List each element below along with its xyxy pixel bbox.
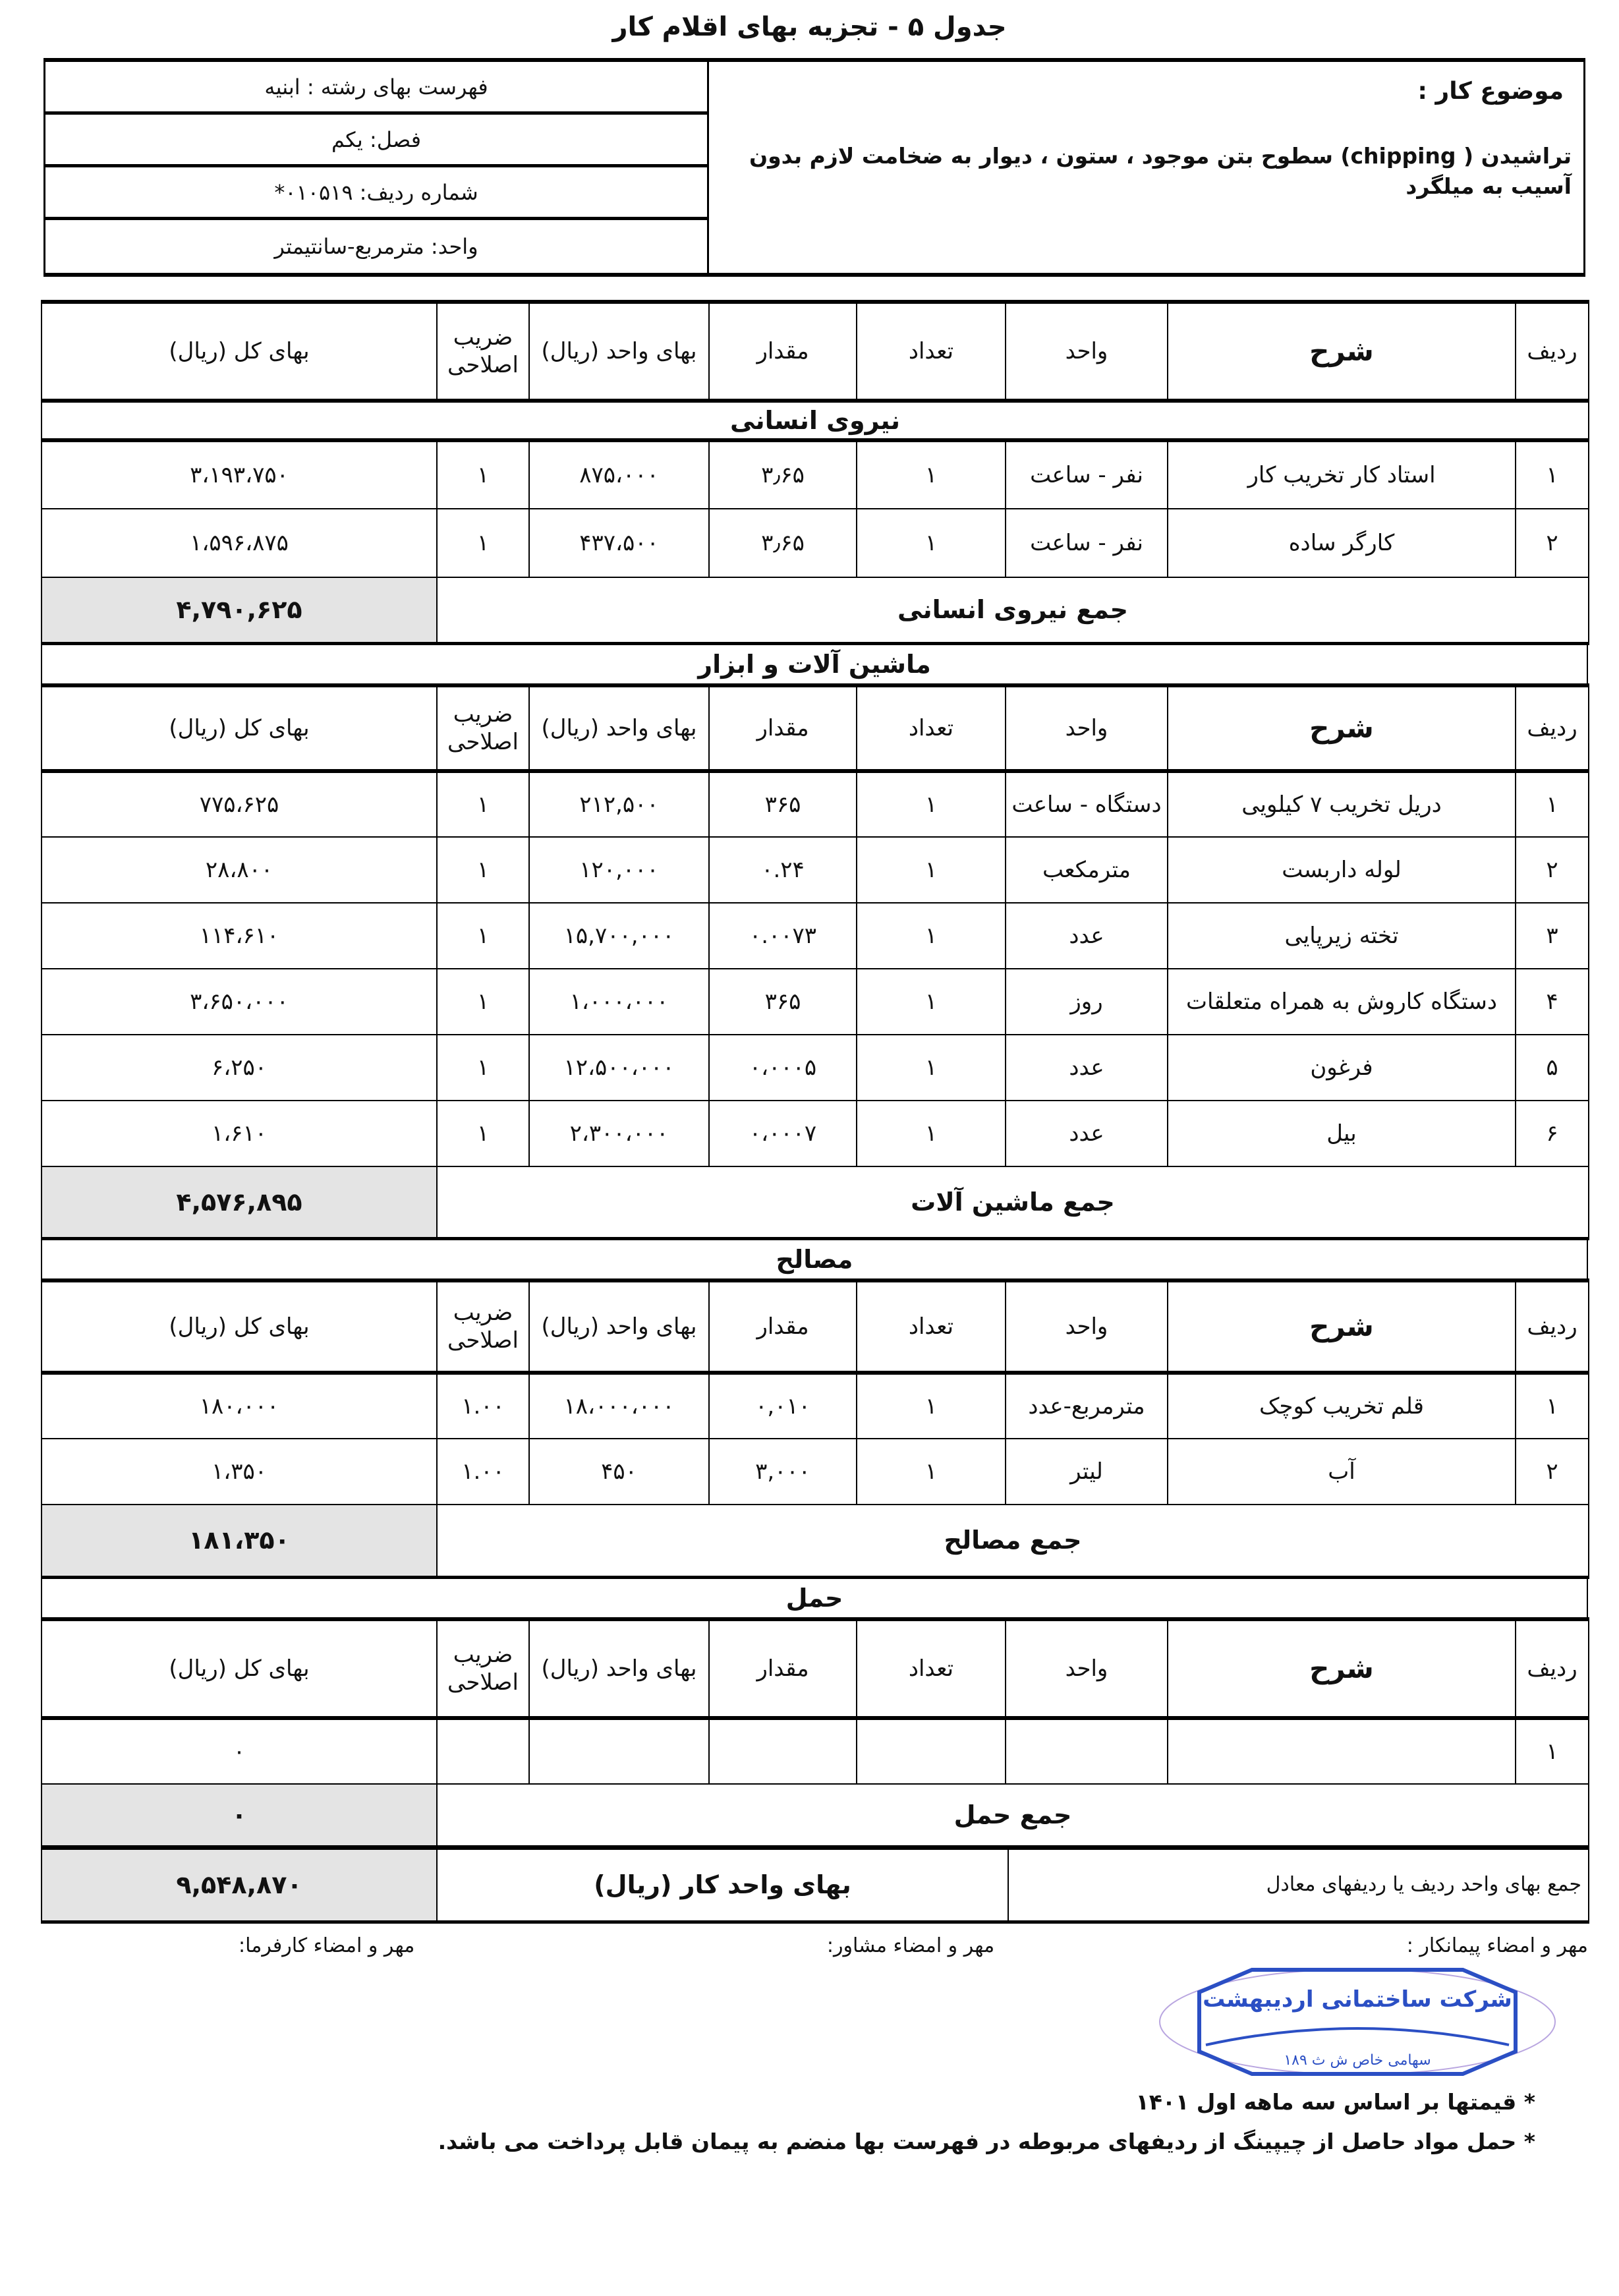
cell-row-number: ۵ [1516,1035,1589,1101]
column-header-unit-price: بهای واحد (ریال) [529,1280,709,1373]
column-header-total-price: بهای کل (ریال) [42,1619,437,1718]
cell-adjustment-factor: ۱ [437,440,529,509]
section-sum-row [42,577,1589,643]
cell-unit: عدد [1006,1035,1168,1101]
cell-description: کارگر ساده [1168,509,1516,577]
column-header-description: شرح [1168,1280,1516,1373]
chapter-field: فصل: یکم [45,115,707,167]
cell-count: ۱ [857,1439,1006,1505]
column-header-description: شرح [1168,302,1516,401]
column-header-unit: واحد [1006,1280,1168,1373]
column-header-count: تعداد [857,1280,1006,1373]
cell-row-number: ۴ [1516,969,1589,1035]
cell-quantity [709,1718,857,1784]
cell-quantity: ۰.۰۰۷۳ [709,903,857,969]
cell-count: ۱ [857,837,1006,903]
stamp-area [41,1959,1588,2078]
table-row [42,1101,1589,1166]
column-header-total-price: بهای کل (ریال) [42,685,437,771]
column-header-adjustment-factor: ضریب اصلاحی [437,302,529,401]
cell-unit: نفر - ساعت [1006,509,1168,577]
cell-total-price: ۳،۱۹۳،۷۵۰ [42,440,437,509]
cell-description: دریل تخریب ۷ کیلویی [1168,771,1516,837]
signature-row [41,1924,1588,1959]
cell-total-price: ۱،۶۱۰ [42,1101,437,1166]
cell-unit: عدد [1006,1101,1168,1166]
cell-row-number: ۱ [1516,440,1589,509]
cell-count: ۱ [857,1101,1006,1166]
column-header-quantity: مقدار [709,1619,857,1718]
section-title: مصالح [41,1240,1588,1278]
column-header-description: شرح [1168,685,1516,771]
cell-count [857,1718,1006,1784]
note-prices-basis: * قیمتها بر اساس سه ماهه اول ۱۴۰۱ [1135,2088,1535,2115]
cell-adjustment-factor: ۱ [437,509,529,577]
table-row [42,771,1589,837]
cell-total-price: ۷۷۵،۶۲۵ [42,771,437,837]
cell-description: لوله داربست [1168,837,1516,903]
section-title: حمل [41,1579,1588,1617]
cell-count: ۱ [857,509,1006,577]
cell-quantity: ۳,۰۰۰ [709,1439,857,1505]
employer-signature-label: مهر و امضاء کارفرما: [239,1934,415,1957]
cell-total-price: ۲۸،۸۰۰ [42,837,437,903]
cell-unit: لیتر [1006,1439,1168,1505]
section-sum-row [42,1784,1589,1847]
column-header-adjustment-factor: ضریب اصلاحی [437,1619,529,1718]
cell-count: ۱ [857,440,1006,509]
cell-total-price: ۱۸۰،۰۰۰ [42,1373,437,1439]
cell-unit-price [529,1718,709,1784]
cell-unit-price: ۱۲،۵۰۰،۰۰۰ [529,1035,709,1101]
cell-quantity: ۳٫۶۵ [709,440,857,509]
cell-quantity: ۰،۰۰۰۷ [709,1101,857,1166]
cell-adjustment-factor: ۱ [437,903,529,969]
cell-unit: نفر - ساعت [1006,440,1168,509]
cell-description: قلم تخریب کوچک [1168,1373,1516,1439]
cell-description: آب [1168,1439,1516,1505]
column-header-row-number: ردیف [1516,1280,1589,1373]
row-number-field: شماره ردیف: ۰۱۰۵۱۹* [45,167,707,220]
table-row [42,969,1589,1035]
column-header-row-number: ردیف [1516,685,1589,771]
cell-total-price: ۰ [42,1718,437,1784]
column-header-unit-price: بهای واحد (ریال) [529,302,709,401]
cell-unit: مترمربع-عدد [1006,1373,1168,1439]
cell-description: استاد کار تخریب کار [1168,440,1516,509]
cell-row-number: ۲ [1516,509,1589,577]
section-table [41,300,1589,645]
unit-field: واحد: مترمربع-سانتیمتر [274,234,478,259]
cell-quantity: ۳٫۶۵ [709,509,857,577]
document-title: جدول ۵ - تجزیه بهای اقلام کار [612,12,1007,42]
section-sum-value: ۴,۵۷۶,۸۹۵ [42,1166,437,1239]
table-row [42,440,1589,509]
section-title: ماشین آلات و ابزار [41,645,1588,683]
final-summary-table [41,1849,1589,1924]
cell-count: ۱ [857,903,1006,969]
cell-total-price: ۱۱۴،۶۱۰ [42,903,437,969]
cell-total-price: ۶،۲۵۰ [42,1035,437,1101]
stamp-company-name: شرکت ساختمانی اردیبهشت [1203,1986,1512,2013]
cell-row-number: ۱ [1516,771,1589,837]
table-header-row [42,685,1589,771]
table-row [42,509,1589,577]
section-table [41,1278,1589,1579]
cell-row-number: ۶ [1516,1101,1589,1166]
column-header-total-price: بهای کل (ریال) [42,302,437,401]
cell-row-number: ۳ [1516,903,1589,969]
price-list-field: فهرست بهای رشته : ابنیه [45,62,707,115]
cell-unit-price: ۲۱۲,۵۰۰ [529,771,709,837]
section-sum-value: ۱۸۱،۳۵۰ [42,1505,437,1577]
cell-count: ۱ [857,771,1006,837]
cell-description: تخته زیرپایی [1168,903,1516,969]
cell-quantity: ۰.۲۴ [709,837,857,903]
info-fields [45,62,709,273]
section-sum-row [42,1166,1589,1239]
section-title: نیروی انسانی [42,401,1589,440]
table-row [42,1439,1589,1505]
section-table [41,1617,1589,1849]
cell-description: دستگاه کاروش به همراه متعلقات [1168,969,1516,1035]
cell-adjustment-factor: ۱.۰۰ [437,1439,529,1505]
cell-quantity: ۰،۰۰۰۵ [709,1035,857,1101]
cell-unit-price: ۴۳۷،۵۰۰ [529,509,709,577]
unit-price-label: بهای واحد کار (ریال) [437,1849,1008,1922]
section-table [41,683,1589,1241]
cell-adjustment-factor: ۱ [437,1101,529,1166]
column-header-unit: واحد [1006,1619,1168,1718]
column-header-count: تعداد [857,685,1006,771]
section-sum-label: جمع حمل [437,1784,1589,1847]
column-header-quantity: مقدار [709,685,857,771]
table-header-row [42,1280,1589,1373]
cell-unit-price: ۱۲۰,۰۰۰ [529,837,709,903]
cell-total-price: ۱،۵۹۶،۸۷۵ [42,509,437,577]
cell-adjustment-factor [437,1718,529,1784]
cell-description: فرغون [1168,1035,1516,1101]
cell-count: ۱ [857,1035,1006,1101]
section-sum-value: ۴,۷۹۰,۶۲۵ [42,577,437,643]
cell-unit-price: ۱،۰۰۰،۰۰۰ [529,969,709,1035]
cell-unit: عدد [1006,903,1168,969]
section-sum-row [42,1505,1589,1577]
column-header-row-number: ردیف [1516,302,1589,401]
cell-quantity: ۳۶۵ [709,969,857,1035]
column-header-total-price: بهای کل (ریال) [42,1280,437,1373]
section-sum-label: جمع مصالح [437,1505,1589,1577]
unit-price-value: ۹,۵۴۸,۸۷۰ [42,1849,437,1922]
cell-description [1168,1718,1516,1784]
section-sum-value: ۰ [42,1784,437,1847]
table-row [42,1373,1589,1439]
cell-unit: دستگاه - ساعت [1006,771,1168,837]
cell-unit-price: ۸۷۵،۰۰۰ [529,440,709,509]
column-header-count: تعداد [857,1619,1006,1718]
cell-quantity: ۰,۰۱۰ [709,1373,857,1439]
cell-adjustment-factor: ۱ [437,969,529,1035]
cell-adjustment-factor: ۱ [437,1035,529,1101]
column-header-description: شرح [1168,1619,1516,1718]
cell-description: بیل [1168,1101,1516,1166]
column-header-unit-price: بهای واحد (ریال) [529,1619,709,1718]
cell-adjustment-factor: ۱.۰۰ [437,1373,529,1439]
cell-total-price: ۱،۳۵۰ [42,1439,437,1505]
cell-row-number: ۲ [1516,1439,1589,1505]
document-body [41,300,1588,2157]
cell-row-number: ۲ [1516,837,1589,903]
subject-text: تراشیدن ( chipping) سطوح بتن موجود ، ستون ، دیوار به ضخامت لازم بدون آسیب به میلگرد [749,143,1572,199]
info-box [43,58,1585,277]
column-header-adjustment-factor: ضریب اصلاحی [437,685,529,771]
column-header-adjustment-factor: ضریب اصلاحی [437,1280,529,1373]
cell-total-price: ۳،۶۵۰،۰۰۰ [42,969,437,1035]
cell-unit [1006,1718,1168,1784]
consultant-signature-label: مهر و امضاء مشاور: [826,1934,995,1957]
cell-unit: روز [1006,969,1168,1035]
cell-count: ۱ [857,1373,1006,1439]
section-sum-label: جمع نیروی انسانی [437,577,1589,643]
column-header-quantity: مقدار [709,1280,857,1373]
contractor-signature-label: مهر و امضاء پیمانکار : [1406,1934,1588,1957]
cell-quantity: ۳۶۵ [709,771,857,837]
column-header-unit-price: بهای واحد (ریال) [529,685,709,771]
column-header-row-number: ردیف [1516,1619,1589,1718]
cell-row-number: ۱ [1516,1718,1589,1784]
column-header-unit: واحد [1006,685,1168,771]
note-chipping-haul: * حمل مواد حاصل از چیپینگ از ردیفهای مربوطه در فهرست بها منضم به پیمان قابل پرداخت می باشد. [438,2128,1535,2154]
cell-count: ۱ [857,969,1006,1035]
company-stamp [1153,1966,1562,2078]
cell-adjustment-factor: ۱ [437,837,529,903]
table-header-row [42,1619,1589,1718]
section-sum-label: جمع ماشین آلات [437,1166,1589,1239]
column-header-count: تعداد [857,302,1006,401]
equivalent-rows-label: جمع بهای واحد ردیف یا ردیفهای معادل [1008,1849,1589,1922]
table-row [42,1718,1589,1784]
cost-sections [41,300,1588,1849]
cell-adjustment-factor: ۱ [437,771,529,837]
cell-unit-price: ۲،۳۰۰،۰۰۰ [529,1101,709,1166]
cell-unit-price: ۱۵,۷۰۰,۰۰۰ [529,903,709,969]
cell-unit: مترمکعب [1006,837,1168,903]
cell-unit-price: ۴۵۰ [529,1439,709,1505]
section-title-row [42,401,1589,440]
cell-row-number: ۱ [1516,1373,1589,1439]
table-row [42,1035,1589,1101]
cell-unit-price: ۱۸،۰۰۰،۰۰۰ [529,1373,709,1439]
column-header-quantity: مقدار [709,302,857,401]
table-header-row [42,302,1589,401]
subject-label: موضوع کار : [1417,78,1564,105]
column-header-unit: واحد [1006,302,1168,401]
table-row [42,837,1589,903]
table-row [42,903,1589,969]
stamp-subtitle: سهامی خاص ش ث ۱۸۹ [1284,2052,1431,2069]
